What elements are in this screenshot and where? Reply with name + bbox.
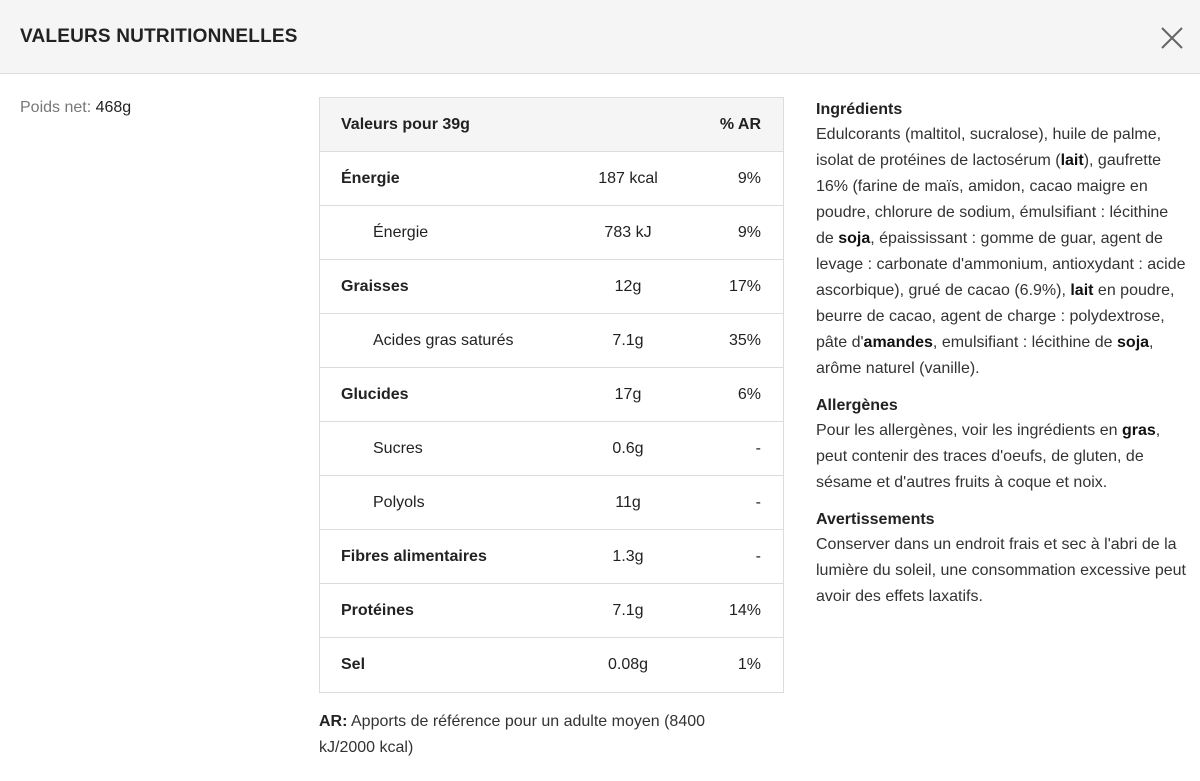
warnings-title: Avertissements: [816, 511, 935, 528]
text-segment: Pour les allergènes, voir les ingrédients en: [816, 422, 1122, 439]
ingredients-title: Ingrédients: [816, 101, 903, 118]
nutrition-row: [320, 368, 783, 422]
allergen-highlight: lait: [1070, 282, 1094, 299]
ingredients-text: [816, 122, 1186, 382]
text-segment: Edulcorants (maltitol, sucralose), huile de palme, isolat de protéines de lactosérum (: [816, 126, 1162, 169]
nutrition-row: [320, 314, 783, 368]
allergens-title: Allergènes: [816, 397, 898, 414]
nutrient-percent-ar: 14%: [728, 602, 761, 619]
nutrient-name: Glucides: [341, 386, 409, 403]
nutrient-quantity: 7.1g: [612, 602, 644, 619]
nutrient-name: Sel: [341, 656, 366, 673]
nutrient-quantity: 0.6g: [612, 440, 644, 457]
nutrition-row: [320, 530, 783, 584]
allergen-highlight: gras: [1121, 422, 1156, 439]
allergen-highlight: soja: [1117, 334, 1150, 351]
nutrition-row: [320, 422, 783, 476]
nutrient-quantity: 17g: [614, 386, 642, 403]
allergens-text: [816, 418, 1186, 496]
nutrient-name: Acides gras saturés: [373, 332, 514, 349]
nutrient-percent-ar: 9%: [737, 224, 761, 241]
text-segment: ), gaufrette 16% (farine de maïs, amidon, cacao maigre en poudre, chlorure de sodium, émulsifiant : lécithine de: [816, 152, 1169, 247]
nutrient-name: Graisses: [341, 278, 409, 295]
net-weight-value: 468g: [95, 99, 132, 116]
nutrient-name: Polyols: [373, 494, 425, 511]
net-weight-label: Poids net:: [20, 99, 92, 116]
net-weight: [20, 99, 131, 117]
nutrient-quantity: 12g: [614, 278, 642, 295]
nutrient-percent-ar: 6%: [737, 386, 761, 403]
nutrition-table-body: [320, 152, 783, 692]
nutrition-row: [320, 260, 783, 314]
ar-footnote: [319, 709, 759, 761]
nutrient-percent-ar: -: [755, 440, 761, 457]
nutrition-table: [319, 97, 784, 693]
nutrition-row: [320, 476, 783, 530]
text-segment: en poudre, beurre de cacao, agent de charge : polydextrose, pâte d': [816, 282, 1175, 351]
nutrient-name: Protéines: [341, 602, 414, 619]
nutrient-quantity: 1.3g: [612, 548, 644, 565]
nutrient-name: Sucres: [373, 440, 423, 457]
column-header-name: Valeurs pour 39g: [341, 116, 470, 133]
nutrient-percent-ar: -: [755, 494, 761, 511]
nutrient-name: Fibres alimentaires: [341, 548, 487, 565]
nutrition-row: [320, 206, 783, 260]
nutrient-quantity: 783 kJ: [604, 224, 652, 241]
nutrient-percent-ar: 17%: [728, 278, 761, 295]
nutrient-percent-ar: 1%: [737, 656, 761, 673]
nutrition-row: [320, 152, 783, 206]
nutrient-percent-ar: 9%: [737, 170, 761, 187]
allergen-highlight: amandes: [863, 334, 933, 351]
nutrient-quantity: 11g: [615, 494, 641, 511]
nutrient-quantity: 187 kcal: [598, 170, 658, 187]
ar-footnote-text: Apports de référence pour un adulte moyen (8400 kJ/2000 kcal): [319, 713, 706, 756]
text-segment: , épaississant : gomme de guar, agent de levage : carbonate d'ammonium, antioxydant : acide ascorbique), grué de cacao (6.9%),: [816, 230, 1186, 299]
nutrient-percent-ar: 35%: [728, 332, 761, 349]
column-header-pct: % AR: [719, 116, 761, 133]
allergen-highlight: soja: [838, 230, 871, 247]
nutrient-name: Énergie: [341, 170, 400, 187]
nutrient-percent-ar: -: [755, 548, 761, 565]
nutrition-row: [320, 638, 783, 692]
close-button[interactable]: [1158, 24, 1186, 52]
nutrition-table-header: [320, 98, 783, 152]
nutrient-name: Énergie: [373, 224, 429, 241]
text-segment: , arôme naturel (vanille).: [816, 334, 1154, 377]
text-segment: , emulsifiant : lécithine de: [932, 334, 1118, 351]
modal-header: [0, 0, 1200, 74]
modal-title: VALEURS NUTRITIONNELLES: [20, 26, 298, 47]
warnings-text: Conserver dans un endroit frais et sec à l'abri de la lumière du soleil, une consommation excessive peut avoir des effets laxatifs.: [816, 536, 1186, 605]
allergen-highlight: lait: [1060, 152, 1084, 169]
product-info-column: [816, 98, 1186, 622]
text-segment: , peut contenir des traces d'oeufs, de gluten, de sésame et d'autres fruits à coque et noix.: [816, 422, 1161, 491]
ar-footnote-label: AR:: [319, 713, 348, 730]
nutrition-row: [320, 584, 783, 638]
close-icon: [1158, 24, 1186, 52]
nutrient-quantity: 7.1g: [612, 332, 644, 349]
nutrient-quantity: 0.08g: [607, 656, 649, 673]
